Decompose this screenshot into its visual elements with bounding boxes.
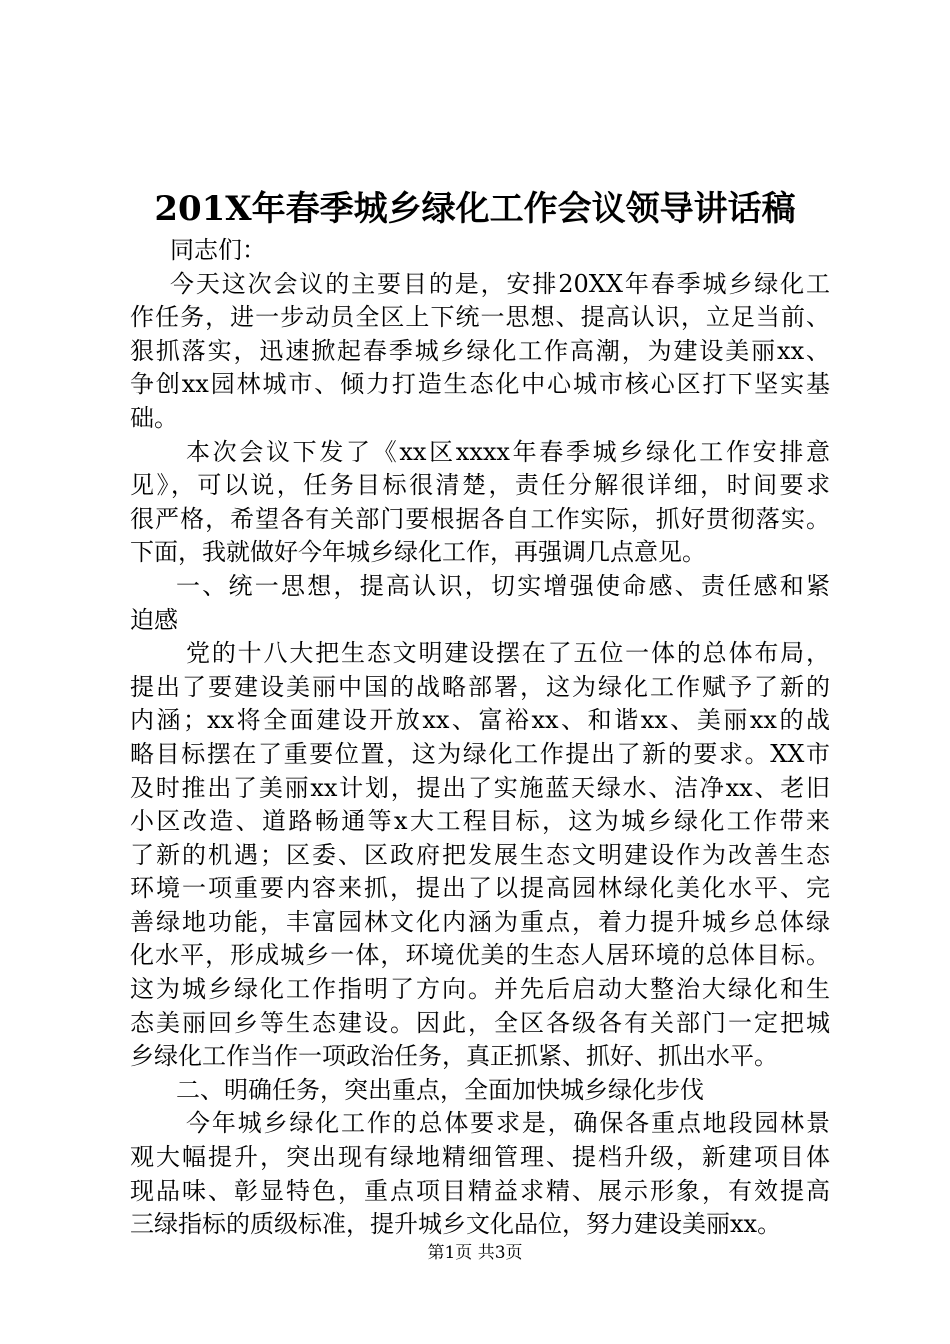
body-line: 及时推出了美丽xx计划，提出了实施蓝天绿水、洁净xx、老旧 xyxy=(130,773,830,802)
body-line: 党的十八大把生态文明建设摆在了五位一体的总体布局， xyxy=(186,639,830,668)
body-line: 同志们： xyxy=(170,236,266,264)
body-line: 三绿指标的质级标准，提升城乡文化品位，努力建设美丽xx。 xyxy=(130,1210,782,1239)
body-line: 化水平，形成城乡一体，环境优美的生态人居环境的总体目标。 xyxy=(130,941,830,970)
page-footer: 第1页 共3页 xyxy=(427,1243,523,1263)
body-line: 乡绿化工作当作一项政治任务，真正抓紧、抓好、抓出水平。 xyxy=(130,1042,778,1071)
body-line: 态美丽回乡等生态建设。因此，全区各级各有关部门一定把城 xyxy=(130,1008,830,1037)
body-line: 作任务，进一步动员全区上下统一思想、提高认识，立足当前、 xyxy=(130,303,830,332)
body-line: 了新的机遇；区委、区政府把发展生态文明建设作为改善生态 xyxy=(130,840,830,869)
body-line: 迫感 xyxy=(130,605,178,634)
body-line: 观大幅提升，突出现有绿地精细管理、提档升级，新建项目体 xyxy=(130,1143,830,1172)
body-line: 下面，我就做好今年城乡绿化工作，再强调几点意见。 xyxy=(130,538,706,567)
body-line: 础。 xyxy=(130,403,178,432)
document-title: 201X年春季城乡绿化工作会议领导讲话稿 xyxy=(154,189,796,229)
body-line: 环境一项重要内容来抓，提出了以提高园林绿化美化水平、完 xyxy=(130,874,830,903)
body-line: 提出了要建设美丽中国的战略部署，这为绿化工作赋予了新的 xyxy=(130,672,830,701)
body-line: 略目标摆在了重要位置，这为绿化工作提出了新的要求。XX市 xyxy=(130,739,830,768)
body-line: 二、明确任务，突出重点，全面加快城乡绿化步伐 xyxy=(176,1075,704,1104)
body-line: 善绿地功能，丰富园林文化内涵为重点，着力提升城乡总体绿 xyxy=(130,907,830,936)
body-line: 内涵；xx将全面建设开放xx、富裕xx、和谐xx、美丽xx的战 xyxy=(130,706,830,735)
body-line: 很严格，希望各有关部门要根据各自工作实际，抓好贯彻落实。 xyxy=(130,504,830,533)
body-line: 狠抓落实，迅速掀起春季城乡绿化工作高潮，为建设美丽xx、 xyxy=(130,336,830,365)
body-line: 一、统一思想，提高认识，切实增强使命感、责任感和紧 xyxy=(176,571,830,600)
body-line: 本次会议下发了《xx区xxxx年春季城乡绿化工作安排意 xyxy=(186,437,830,466)
body-line: 见》，可以说，任务目标很清楚，责任分解很详细，时间要求 xyxy=(130,471,830,500)
body-line: 今年城乡绿化工作的总体要求是，确保各重点地段园林景 xyxy=(186,1109,830,1138)
body-line: 争创xx园林城市、倾力打造生态化中心城市核心区打下坚实基 xyxy=(130,370,830,399)
body-line: 今天这次会议的主要目的是，安排20XX年春季城乡绿化工 xyxy=(170,269,830,298)
body-line: 小区改造、道路畅通等x大工程目标，这为城乡绿化工作带来 xyxy=(130,807,830,836)
document-body xyxy=(130,234,830,1242)
body-line: 现品味、彰显特色，重点项目精益求精、展示形象，有效提高 xyxy=(130,1176,830,1205)
body-line: 这为城乡绿化工作指明了方向。并先后启动大整治大绿化和生 xyxy=(130,975,830,1004)
